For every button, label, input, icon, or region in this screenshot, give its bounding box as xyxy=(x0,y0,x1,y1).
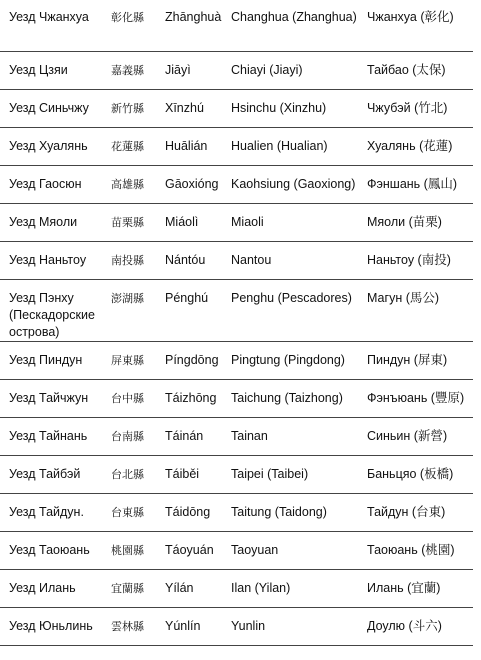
chinese-characters-cell: 新竹縣 xyxy=(111,101,144,115)
pinyin-cell: Yílán xyxy=(165,580,194,595)
county-seat-cell: Мяоли (苗栗) xyxy=(367,214,442,229)
romanized-name-cell: Hualien (Hualian) xyxy=(231,138,328,153)
table-row xyxy=(0,279,473,341)
county-name-cell: Уезд Илань xyxy=(9,580,76,595)
table-row xyxy=(0,51,473,89)
pinyin-cell: Píngdōng xyxy=(165,352,219,367)
pinyin-cell: Táizhōng xyxy=(165,390,217,405)
county-seat-cell: Тайбао (太保) xyxy=(367,62,446,77)
pinyin-cell: Miáolì xyxy=(165,214,199,229)
chinese-characters-cell: 台中縣 xyxy=(111,391,144,405)
chinese-characters-cell: 南投縣 xyxy=(111,253,144,267)
table-row xyxy=(0,127,473,165)
county-name-cell: Уезд Гаосюн xyxy=(9,176,82,191)
chinese-characters-cell: 台東縣 xyxy=(111,505,144,519)
pinyin-cell: Nántóu xyxy=(165,252,206,267)
county-seat-cell: Пиндун (屏東) xyxy=(367,352,448,367)
romanized-name-cell: Ilan (Yilan) xyxy=(231,580,291,595)
romanized-name-cell: Yunlin xyxy=(231,618,266,633)
county-name-cell: Уезд Синьчжу xyxy=(9,100,89,115)
table-row xyxy=(0,569,473,607)
pinyin-cell: Táidōng xyxy=(165,504,211,519)
pinyin-cell: Jiāyì xyxy=(165,62,191,77)
romanized-name-cell: Pingtung (Pingdong) xyxy=(231,352,345,367)
chinese-characters-cell: 高雄縣 xyxy=(111,177,144,191)
county-name-cell: Уезд Тайнань xyxy=(9,428,88,443)
chinese-characters-cell: 澎湖縣 xyxy=(111,291,144,305)
romanized-name-cell: Kaohsiung (Gaoxiong) xyxy=(231,176,356,191)
pinyin-cell: Huālián xyxy=(165,138,208,153)
county-name-cell: Уезд Пиндун xyxy=(9,352,83,367)
county-name-cell: Уезд Наньтоу xyxy=(9,252,87,267)
pinyin-cell: Yúnlín xyxy=(165,618,201,633)
romanized-name-cell: Taitung (Taidong) xyxy=(231,504,327,519)
county-name-cell: Уезд Чжанхуа xyxy=(9,10,89,24)
county-seat-cell: Фэнъюань (豐原) xyxy=(367,390,465,405)
county-seat-cell: Фэншань (鳳山) xyxy=(367,176,457,191)
county-seat-cell: Чжубэй (竹北) xyxy=(367,100,448,115)
county-seat-cell: Магун (馬公) xyxy=(367,290,440,305)
chinese-characters-cell: 嘉義縣 xyxy=(111,63,144,77)
pinyin-cell: Táiběi xyxy=(165,466,200,481)
table-row xyxy=(0,241,473,279)
chinese-characters-cell: 雲林縣 xyxy=(111,619,144,633)
county-name-cell: Уезд Тайчжун xyxy=(9,390,89,405)
chinese-characters-cell: 桃園縣 xyxy=(111,543,144,557)
romanized-name-cell: Penghu (Pescadores) xyxy=(231,290,352,305)
county-name-cell: Уезд Юньлинь xyxy=(9,618,93,633)
table-row xyxy=(0,89,473,127)
chinese-characters-cell: 花蓮縣 xyxy=(111,139,144,153)
chinese-characters-cell: 屏東縣 xyxy=(111,353,144,367)
chinese-characters-cell: 宜蘭縣 xyxy=(111,581,144,595)
romanized-name-cell: Taichung (Taizhong) xyxy=(231,390,343,405)
table-row xyxy=(0,203,473,241)
county-seat-cell: Илань (宜蘭) xyxy=(367,580,441,595)
pinyin-cell: Pénghú xyxy=(165,290,209,305)
county-seat-cell: Тайдун (台東) xyxy=(367,504,446,519)
pinyin-cell: Xīnzhú xyxy=(165,100,204,115)
romanized-name-cell: Miaoli xyxy=(231,214,264,229)
county-seat-cell: Таоюань (桃園) xyxy=(367,542,455,557)
chinese-characters-cell: 彰化縣 xyxy=(111,11,144,24)
romanized-name-cell: Taoyuan xyxy=(231,542,279,557)
chinese-characters-cell: 苗栗縣 xyxy=(111,215,144,229)
county-name-cell: Уезд Тайбэй xyxy=(9,466,81,481)
table-row xyxy=(0,455,473,493)
county-seat-cell: Хуалянь (花蓮) xyxy=(367,138,453,153)
table-row xyxy=(0,493,473,531)
county-seat-cell: Чжанхуа (彰化) xyxy=(367,10,454,24)
romanized-name-cell: Chiayi (Jiayi) xyxy=(231,62,303,77)
romanized-name-cell: Taipei (Taibei) xyxy=(231,466,309,481)
county-name-cell: Уезд Мяоли xyxy=(9,214,78,229)
table-row xyxy=(0,417,473,455)
table-row xyxy=(0,607,473,645)
county-seat-cell: Наньтоу (南投) xyxy=(367,252,451,267)
county-name-cell: Уезд Тайдун. xyxy=(9,504,84,519)
county-seat-cell: Синьин (新營) xyxy=(367,428,448,443)
pinyin-cell: Táoyuán xyxy=(165,542,214,557)
romanized-name-cell: Hsinchu (Xinzhu) xyxy=(231,100,327,115)
pinyin-cell: Gāoxióng xyxy=(165,176,219,191)
pinyin-cell: Táinán xyxy=(165,428,204,443)
romanized-name-cell: Changhua (Zhanghua) xyxy=(231,10,357,24)
county-name-cell: Уезд Хуалянь xyxy=(9,138,88,153)
chinese-characters-cell: 台北縣 xyxy=(111,467,144,481)
table-row xyxy=(0,531,473,569)
table-row xyxy=(0,379,473,417)
romanized-name-cell: Tainan xyxy=(231,428,268,443)
county-name-cell: Уезд Таоюань xyxy=(9,542,90,557)
chinese-characters-cell: 台南縣 xyxy=(111,429,144,443)
county-name-cell: Уезд Цзяи xyxy=(9,62,68,77)
romanized-name-cell: Nantou xyxy=(231,252,272,267)
county-seat-cell: Доулю (斗六) xyxy=(367,618,442,633)
county-name-cell: Уезд Пэнху (Пескадорские острова) xyxy=(9,290,95,339)
table-row xyxy=(0,341,473,379)
county-seat-cell: Баньцяо (板橋) xyxy=(367,466,454,481)
table-row xyxy=(0,0,473,51)
table-row xyxy=(0,165,473,203)
pinyin-cell: Zhānghuà xyxy=(165,10,222,24)
